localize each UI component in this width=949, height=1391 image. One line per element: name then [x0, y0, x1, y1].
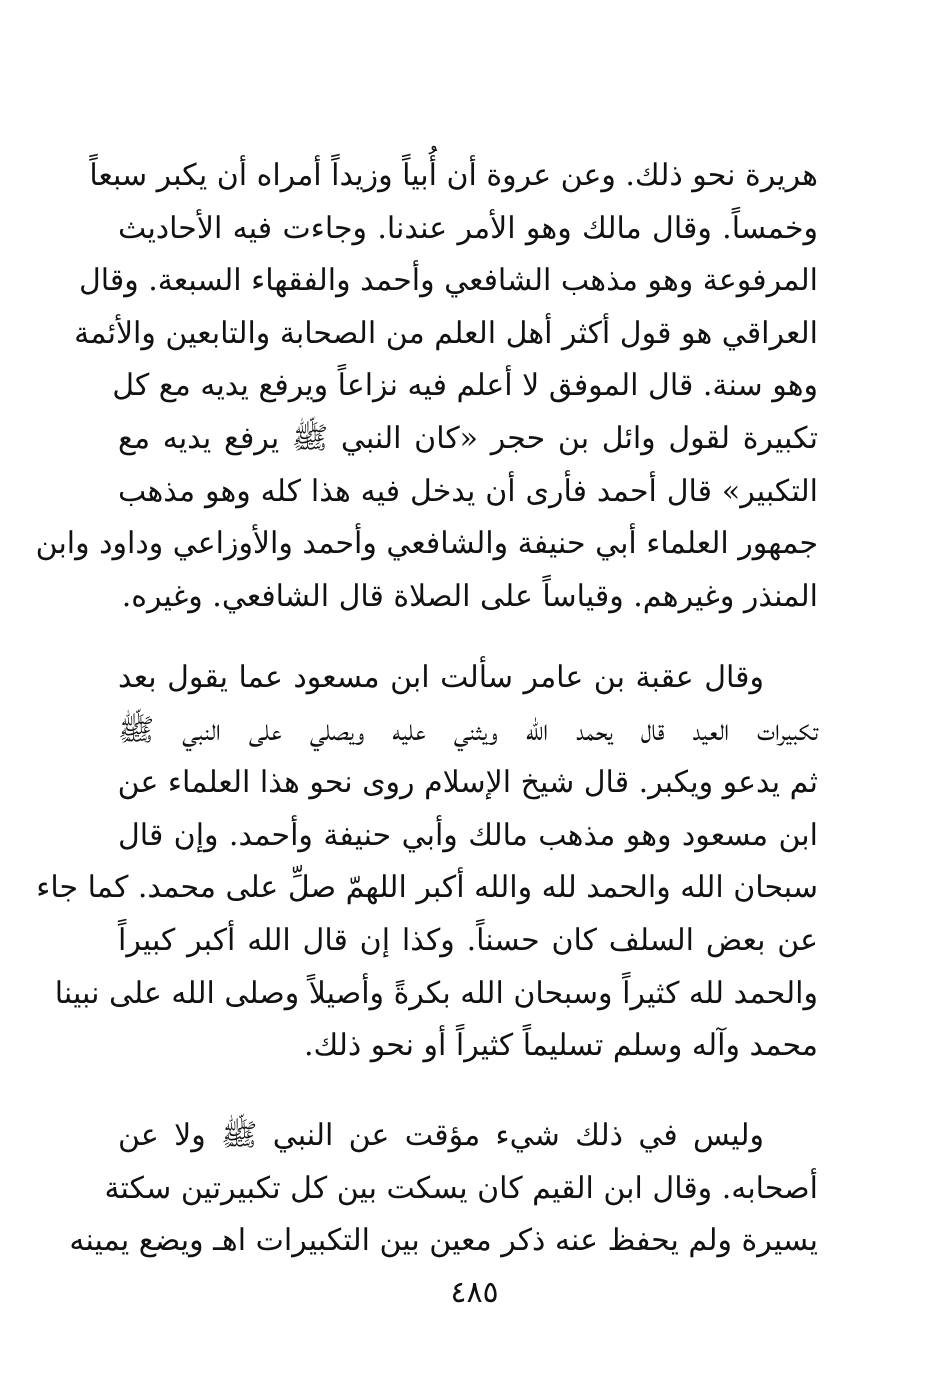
text-line: وقال عقبة بن عامر سألت ابن مسعود عما يقول بعد	[118, 660, 764, 695]
paragraph-3	[69, 1110, 818, 1268]
text-line: أصحابه. وقال ابن القيم كان يسكت بين كل تكبيرتين سكتة	[104, 1170, 818, 1206]
text-line: تكبيرة لقول وائل بن حجر «كان النبي ﷺ يرفع يديه مع	[118, 420, 818, 456]
text-line: ابن مسعود وهو مذهب مالك وأبي حنيفة وأحمد. وإن قال	[118, 817, 818, 853]
text-line: ثم يدعو ويكبر. قال شيخ الإسلام روى نحو هذا العلماء عن	[117, 765, 818, 801]
text-line: وليس في ذلك شيء مؤقت عن النبي ﷺ ولا عن	[118, 1118, 764, 1153]
text-line: يسيرة ولم يحفظ عنه ذكر معين بين التكبيرات اهـ ويضع يمينه	[69, 1223, 818, 1259]
text-line: العراقي هو قول أكثر أهل العلم من الصحابة والتابعين والأئمة	[74, 315, 818, 351]
text-line: التكبير» قال أحمد فأرى أن يدخل فيه هذا كله وهو مذهب	[118, 473, 818, 509]
text-line: المنذر وغيرهم. وقياساً على الصلاة قال الشافعي. وغيره.	[121, 578, 818, 614]
text-line: هريرة نحو ذلك. وعن عروة أن أُبياً وزيداً أمراه أن يكبر سبعاً	[89, 158, 818, 193]
text-line: المرفوعة وهو مذهب الشافعي وأحمد والفقهاء السبعة. وقال	[78, 263, 818, 299]
page-number: ٤٨٥	[450, 1275, 499, 1310]
text-line: جمهور العلماء أبي حنيفة والشافعي وأحمد والأوزاعي وداود وابن	[35, 526, 818, 562]
paragraph-2	[36, 652, 818, 1073]
text-line: تكبيرات العيد قال يحمد الله ويثني عليه ويصلي على النبي ﷺ	[118, 712, 818, 748]
text-line: وهو سنة. قال الموفق لا أعلم فيه نزاعاً ويرفع يديه مع كل	[112, 368, 818, 404]
paragraph-1	[35, 150, 818, 623]
text-line: سبحان الله والحمد لله والله أكبر اللهمّ صلِّ على محمد. كما جاء	[36, 870, 818, 906]
text-line: والحمد لله كثيراً وسبحان الله بكرةً وأصيلاً وصلى الله على نبينا	[54, 975, 818, 1011]
text-line: عن بعض السلف كان حسناً. وكذا إن قال الله أكبر كبيراً	[118, 922, 818, 958]
text-line: محمد وآله وسلم تسليماً كثيراً أو نحو ذلك.	[303, 1028, 818, 1064]
text-line: وخمساً. وقال مالك وهو الأمر عندنا. وجاءت فيه الأحاديث	[118, 210, 818, 246]
